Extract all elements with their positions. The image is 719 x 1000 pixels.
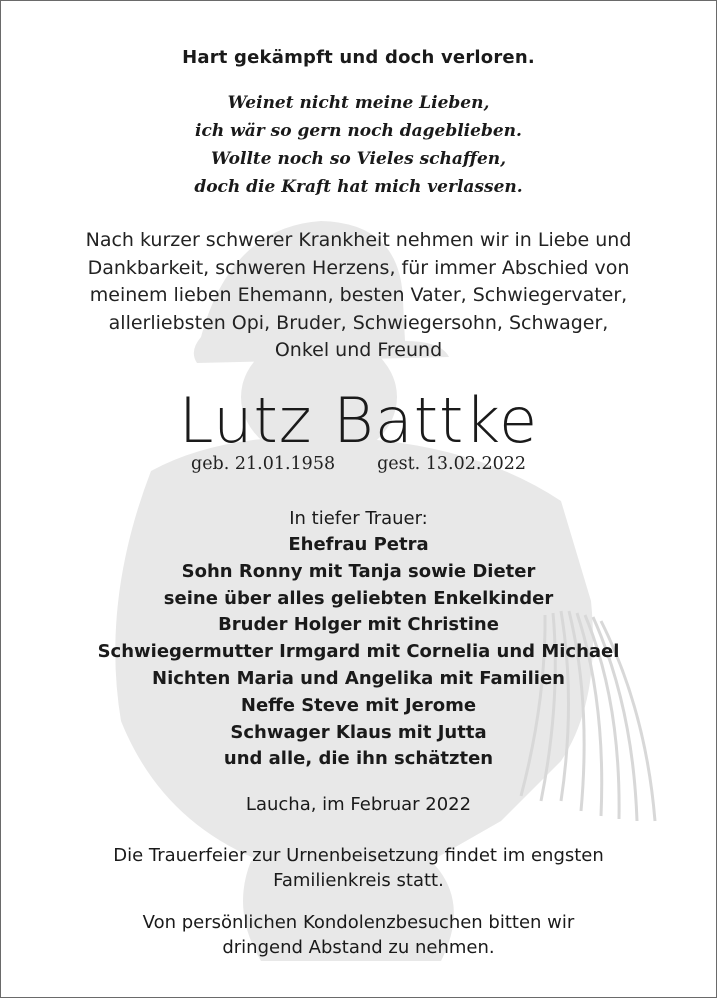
visits-line: Von persönlichen Kondolenzbesuchen bitten wir [142,912,575,933]
birth-date: geb. 21.01.1958 [191,454,336,474]
intro-line: meinem lieben Ehemann, besten Vater, Schwiegervater, [89,284,628,306]
service-line: Die Trauerfeier zur Urnenbeisetzung findet im engsten [113,845,604,866]
poem [1,89,716,201]
poem-line: doch die Kraft hat mich verlassen. [194,177,523,197]
mourner-line: Schwiegermutter Irmgard mit Cornelia und Michael [97,641,620,663]
death-date: gest. 13.02.2022 [377,454,526,474]
mourning-intro: In tiefer Trauer: [289,508,428,529]
mourner-line: Nichten Maria und Angelika mit Familien [152,667,565,689]
mourners-list [1,532,716,773]
deceased-name: Lutz Battke [178,384,539,457]
poem-line: Wollte noch so Vieles schaffen, [210,149,507,169]
mourner-line: und alle, die ihn schätzten [223,748,494,770]
mourner-line: Neffe Steve mit Jerome [240,694,477,716]
poem-line: ich wär so gern noch dageblieben. [195,121,522,141]
mourner-line: Schwager Klaus mit Jutta [230,721,487,743]
visits-info [1,910,716,960]
poem-line: Weinet nicht meine Lieben, [227,93,490,113]
mourner-line: seine über alles geliebten Enkelkinder [163,587,554,609]
service-info [1,843,716,893]
intro-line: Dankbarkeit, schweren Herzens, für immer Abschied von [87,256,630,279]
mourner-line: Bruder Holger mit Christine [218,614,499,636]
visits-line: dringend Abstand zu nehmen. [222,937,495,958]
intro-line: Nach kurzer schwerer Krankheit nehmen wir in Liebe und [85,229,632,251]
place-date: Laucha, im Februar 2022 [245,794,472,815]
intro-text [1,227,716,365]
service-line: Familienkreis statt. [273,870,444,891]
life-dates [1,454,716,474]
intro-line: Onkel und Freund [274,339,443,361]
mourner-line: Sohn Ronny mit Tanja sowie Dieter [181,560,536,582]
headline: Hart gekämpft und doch verloren. [182,47,535,68]
intro-line: allerliebsten Opi, Bruder, Schwiegersohn, Schwager, [108,311,609,334]
mourner-line: Ehefrau Petra [288,534,429,555]
